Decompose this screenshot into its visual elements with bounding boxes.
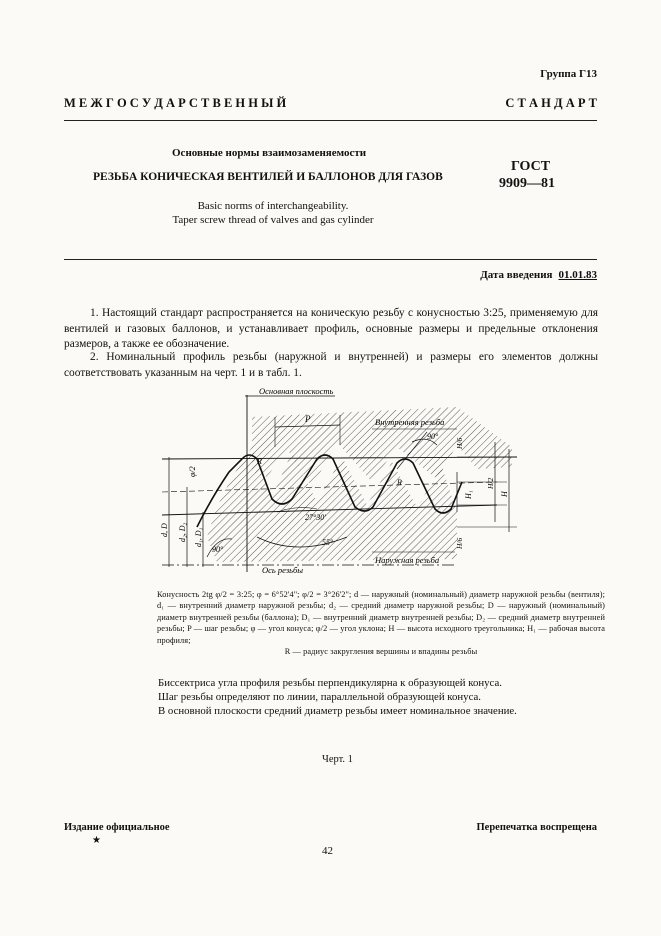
label-d-D: d, D (160, 523, 169, 537)
legend-last-line: R — радиус закругления вершины и впадины резьбы (284, 647, 478, 657)
footer-official-edition: Издание официальное (64, 822, 170, 833)
standard-banner (64, 96, 597, 111)
paragraph-2: 2. Номинальный профиль резьбы (наружной и внутренней) и размеры его элементов должны соответствовать указанным на черт. 1 и в табл. 1. (64, 351, 598, 379)
label-internal-thread: Внутренняя резьба (375, 417, 445, 427)
note-1: Биссектриса угла профиля резьбы перпендикулярна к образующей конуса. (158, 677, 502, 689)
label-h2: H/2 (486, 477, 495, 489)
label-angle-90-bottom: 90° (212, 545, 224, 554)
intro-date-value: 01.01.83 (558, 269, 597, 281)
gost-number: 9909—81 (499, 176, 555, 191)
intro-date-label: Дата введения (480, 269, 553, 281)
label-pitch: P (305, 414, 311, 424)
page-number: 42 (322, 845, 333, 857)
banner-word-interstate: М Е Ж Г О С У Д А Р С Т В Е Н Н Ы Й (64, 96, 287, 110)
label-h6-top: H/6 (455, 437, 464, 449)
banner-word-standard: С Т А Н Д А Р Т (505, 96, 597, 110)
notes (158, 676, 528, 718)
gost-label: ГОСТ (511, 159, 551, 174)
legend-text: Конусность 2tg φ/2 = 3:25; φ = 6°52'4"; φ/2 = 3°26'2"; d — наружный (номинальный) диаметр наружной резьбы (вентиля); d₁ — внутренний диаметр наружной резьбы; d₂ — средний диаметр наружной резьбы; D — наружный (номинальный) диаметр внутренней резьбы (баллона); D₁ — внутренний диаметр внутренней резьбы; D₂ — средний диаметр внутренней резьбы; P — шаг резьбы; φ — угол конуса; φ/2 — угол уклона; H — высота исходного треугольника; H₁ — рабочая высота профиля; (157, 590, 605, 645)
label-phi-half: φ/2 (188, 466, 197, 477)
label-h6-bottom: H/6 (455, 537, 464, 549)
label-r1: R (257, 457, 262, 466)
document-title: РЕЗЬБА КОНИЧЕСКАЯ ВЕНТИЛЕЙ И БАЛЛОНОВ ДЛЯ ГАЗОВ (93, 171, 443, 183)
gost-designation (499, 158, 555, 192)
star-icon: ★ (92, 835, 101, 846)
label-h: H (500, 491, 509, 497)
thread-profile-drawing (157, 387, 527, 587)
label-thread-axis: Ось резьбы (262, 565, 304, 575)
english-title-1: Basic norms of interchangeability. (197, 200, 349, 212)
paragraph-1: 1. Настоящий стандарт распространяется на коническую резьбу с конусностью 3:25, применяемую для вентилей и газовых баллонов, и устанавливает профиль, основные размеры и предельные отклонения размеров, а также ее обозначение. (64, 307, 598, 350)
subtitle: Основные нормы взаимозаменяемости (172, 147, 367, 159)
label-d1-D1: d₁, D₁ (194, 527, 203, 547)
label-angle-55: 55° (322, 538, 334, 547)
figure-legend (157, 589, 605, 657)
note-2: Шаг резьбы определяют по линии, параллельной образующей конуса. (158, 691, 481, 703)
top-rule (64, 120, 597, 121)
english-title-2: Taper screw thread of valves and gas cylinder (172, 214, 374, 226)
label-external-thread: Наружная резьба (375, 555, 440, 565)
label-angle-27: 27°30' (305, 513, 326, 522)
label-angle-90-top: 90° (427, 432, 439, 441)
figure-caption: Черт. 1 (322, 754, 353, 765)
label-r2: R (397, 478, 402, 487)
note-3: В основной плоскости средний диаметр резьбы имеет номинальное значение. (158, 705, 517, 717)
label-h1: H₁ (464, 490, 473, 499)
mid-rule (64, 259, 597, 260)
label-main-plane: Основная плоскость (259, 387, 334, 396)
intro-date (480, 269, 597, 281)
footer-reprint-forbidden: Перепечатка воспрещена (476, 822, 597, 833)
group-code: Группа Г13 (540, 68, 597, 80)
label-d2-D2: d₂, D₂ (178, 522, 187, 542)
